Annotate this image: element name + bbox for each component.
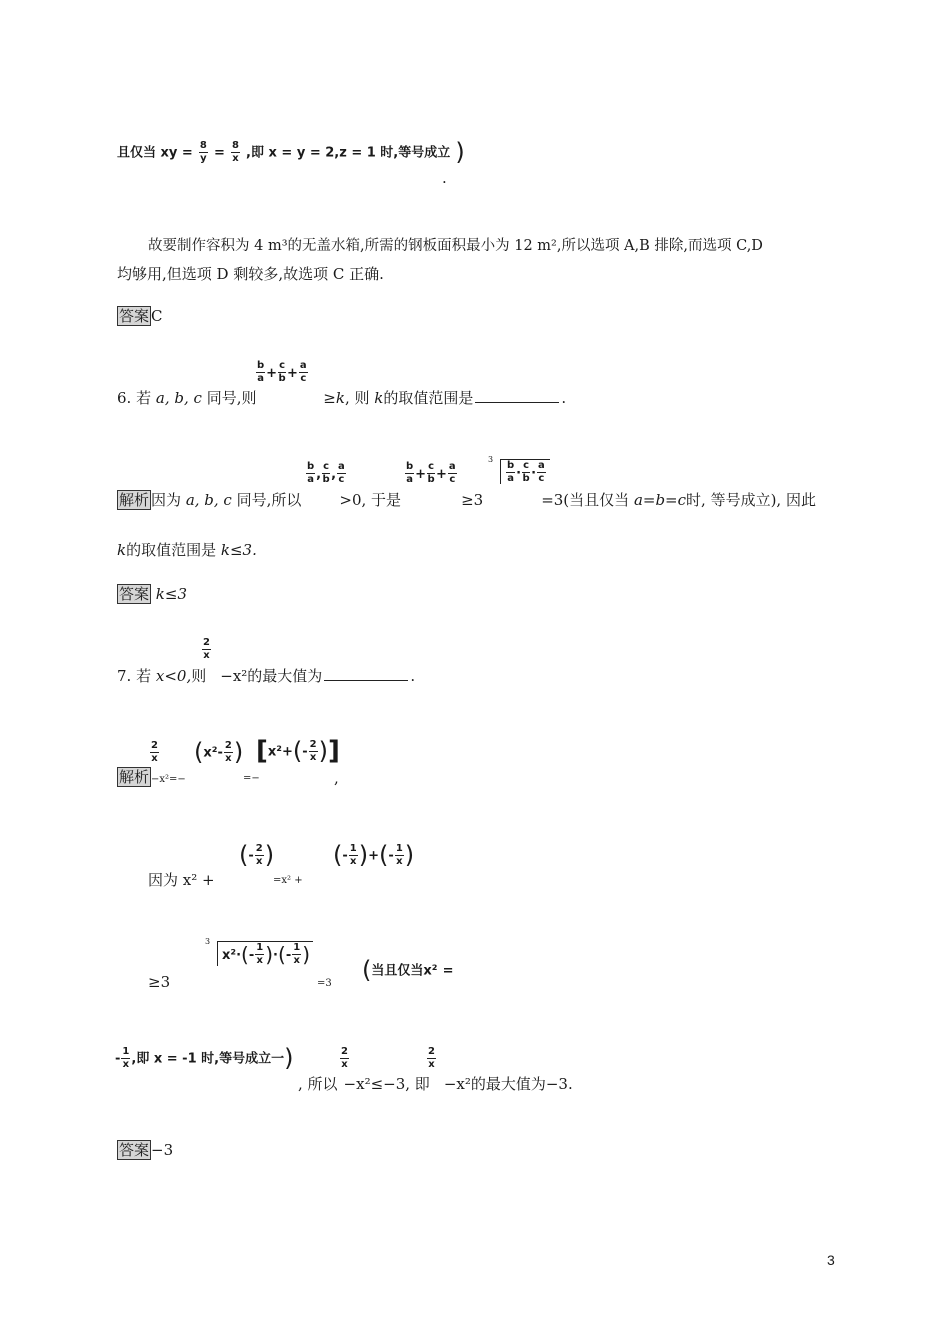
sol7-eq3: =3 <box>317 978 332 989</box>
sol7-text: , 所以 <box>298 1075 338 1093</box>
q6-vars: a, b, c <box>155 389 202 407</box>
solution-7-line-2: 因为 x² + <box>148 871 215 889</box>
left-paren: ( <box>362 956 372 984</box>
q7-text: 的最大值为 <box>247 667 323 685</box>
fraction-2-over-x: $\frac{2}{x}$ <box>428 1046 435 1070</box>
sol7-root <box>205 937 313 967</box>
solution-tag: 解析 <box>119 768 150 786</box>
fraction-c-over-b: $\frac{c}{b}$ <box>427 461 435 485</box>
var-k: k <box>374 389 384 407</box>
sol7-line5 <box>115 1046 293 1070</box>
right-paren: ) <box>284 1044 294 1072</box>
sol7-text: −x²≤−3, 即 <box>343 1075 430 1093</box>
solution-6-line-1 <box>117 490 816 510</box>
right-bracket: ] <box>328 736 340 766</box>
solution-7-line-1 <box>117 767 186 790</box>
question-number: 6. <box>117 389 132 407</box>
sol7-line2-group1 <box>239 843 274 867</box>
answer-tag: 答案 <box>119 1141 150 1159</box>
period: . <box>561 389 567 407</box>
fraction-2-over-x: $\frac{2}{x}$ <box>151 740 158 764</box>
fraction-1-over-x: $\frac{1}{x}$ <box>122 1045 130 1070</box>
answer-value: C <box>151 307 163 325</box>
q6-text: 若 <box>136 389 152 407</box>
answer-5 <box>117 306 163 326</box>
x-squared: x² <box>423 963 438 979</box>
sol6-text: 的取值范围是 <box>126 541 217 559</box>
fraction-1-over-x: $\frac{1}{x}$ <box>349 842 357 867</box>
plus-sign: + <box>281 744 293 760</box>
q6-text: , 则 <box>344 389 370 407</box>
x-squared: x² <box>203 745 218 761</box>
sol6-text: 因为 <box>151 491 182 509</box>
fraction-2-over-x: $\frac{2}{x}$ <box>255 842 263 867</box>
geq-three: ≥3 <box>461 491 484 509</box>
sol6-text: 时, 等号成立), 因此 <box>686 491 816 509</box>
line-equality-condition <box>117 140 465 164</box>
equality-lead: 且仅当 xy = <box>117 145 193 161</box>
sol6-text: 同号,所以 <box>236 491 302 509</box>
sol7-result: −x²的最大值为−3. <box>443 1075 573 1093</box>
minus-sign: - <box>248 848 254 864</box>
fraction-c-over-b: $\frac{c}{b}$ <box>278 360 286 384</box>
q6-text: 同号,则 <box>206 389 257 407</box>
x-squared: x² <box>267 744 282 760</box>
fraction-a-over-c: $\frac{a}{c}$ <box>448 461 456 485</box>
plus-sign: + <box>368 848 380 864</box>
fraction-2-over-x: $\frac{2}{x}$ <box>341 1046 348 1070</box>
plus-sign: + <box>266 366 278 381</box>
q6-text: 的取值范围是 <box>383 389 474 407</box>
answer-tag: 答案 <box>119 307 150 325</box>
conclusion-line-2: 均够用,但选项 D 剩较多,故选项 C 正确. <box>117 265 384 283</box>
cube-root: 3 x²·(- $\frac{1}{x}$ )·(- $\frac{1}{x}$ ) <box>205 941 313 966</box>
equals-sign: = <box>442 963 454 979</box>
q7-text: 则 <box>191 667 207 685</box>
solution-6-line-2 <box>117 540 257 560</box>
sol6-text: >0, 于是 <box>339 491 402 509</box>
right-paren: ) <box>318 737 329 765</box>
sol6-root <box>488 455 550 484</box>
sol7-group2 <box>256 738 340 764</box>
sol7-eq-x2: =x² + <box>273 875 303 886</box>
fraction-a-over-c: $\frac{a}{c}$ <box>538 460 545 484</box>
fraction-2-over-x: $\frac{2}{x}$ <box>224 739 232 764</box>
plus-sign: + <box>415 467 427 482</box>
sol6-text: =3(当且仅当 <box>541 491 630 509</box>
condition-text: 当且仅当 <box>371 963 424 979</box>
q7-fraction <box>201 638 212 661</box>
minus-sign: - <box>217 745 223 761</box>
fraction-b-over-a: $\frac{b}{a}$ <box>307 461 315 485</box>
right-paren: ) <box>358 841 369 869</box>
sol7-eq-minus: =− <box>243 773 260 784</box>
fraction-a-over-c: $\frac{a}{c}$ <box>299 360 307 384</box>
var-k: k <box>335 389 345 407</box>
right-paren: ) <box>233 738 244 766</box>
answer-blank <box>324 679 408 681</box>
question-number: 7. <box>117 667 132 685</box>
sol7-comma: , <box>334 769 339 787</box>
question-6 <box>117 388 566 408</box>
period: . <box>410 667 416 685</box>
sol7-group1 <box>194 740 243 764</box>
plus-sign: + <box>436 467 447 482</box>
sol7-frac-a <box>339 1047 350 1070</box>
fraction-8-over-x: $\frac{8}{x}$ <box>231 139 239 164</box>
minus-sign: - <box>342 848 348 864</box>
right-paren: ) <box>264 841 275 869</box>
fraction-1-over-x: $\frac{1}{x}$ <box>293 942 301 966</box>
fraction-a-over-c: $\frac{a}{c}$ <box>338 461 345 485</box>
left-paren: ( <box>292 737 303 765</box>
plus-sign: + <box>287 366 298 381</box>
var-k: k <box>117 541 127 559</box>
solution-tag: 解析 <box>119 491 150 509</box>
fraction-1-over-x: $\frac{1}{x}$ <box>395 842 403 867</box>
fraction-b-over-a: $\frac{b}{a}$ <box>257 360 265 384</box>
left-paren: ( <box>239 841 249 869</box>
fraction-b-over-a: $\frac{b}{a}$ <box>406 461 414 485</box>
left-paren: ( <box>379 841 389 869</box>
sol6-sum <box>404 462 458 485</box>
fraction-2-over-x: $\frac{2}{x}$ <box>309 738 317 763</box>
sol7-condition <box>362 958 453 982</box>
fraction-c-over-b: $\frac{c}{b}$ <box>522 460 530 484</box>
sol7-frac-b <box>426 1047 437 1070</box>
close-paren: ) <box>455 138 465 166</box>
q6-expression <box>255 361 309 384</box>
minus-sign: - <box>115 1051 121 1067</box>
fraction-1-over-x: $\frac{1}{x}$ <box>256 942 264 966</box>
answer-tag: 答案 <box>119 585 150 603</box>
sol7-frac <box>149 741 160 764</box>
sol6-vars: a, b, c <box>185 491 232 509</box>
comma: , <box>316 467 322 482</box>
solution-7-line-3: ≥3 <box>148 973 171 991</box>
condition-tail: ,即 x = -1 时,等号成立一 <box>131 1051 285 1067</box>
answer-value: k≤3 <box>155 585 187 603</box>
solution-7-line-4 <box>298 1074 573 1094</box>
geq-sign: ≥ <box>323 389 336 407</box>
answer-6 <box>117 584 187 604</box>
answer-blank <box>475 401 559 403</box>
q7-text: 若 <box>136 667 152 685</box>
left-paren: ( <box>333 841 343 869</box>
fraction-8-over-y: $\frac{8}{y}$ <box>199 139 207 164</box>
question-7 <box>117 666 415 686</box>
left-paren: ( <box>194 738 204 766</box>
period-mark: . <box>442 169 447 187</box>
cube-root: 3 $\frac{b}{a}$ · $\frac{c}{b}$ · $\frac{a}{c}$ <box>488 459 550 484</box>
sol7-line2-group2 <box>333 843 414 867</box>
q7-condition: x<0, <box>155 667 192 685</box>
fraction-c-over-b: $\frac{c}{b}$ <box>322 461 330 485</box>
right-paren: ) <box>404 841 415 869</box>
conclusion-line-1: 故要制作容积为 4 m³的无盖水箱,所需的钢板面积最小为 12 m²,所以选项 A,B 排除,而选项 C,D <box>148 238 763 254</box>
page-number: 3 <box>827 1252 835 1268</box>
answer-value: −3 <box>151 1141 174 1159</box>
left-bracket: [ <box>256 736 268 766</box>
minus-sign: - <box>388 848 394 864</box>
equality-tail: ,即 x = y = 2,z = 1 时,等号成立 <box>246 145 451 161</box>
answer-7 <box>117 1140 173 1160</box>
fraction-2-over-x: $\frac{2}{x}$ <box>203 637 210 661</box>
equals-sign: = <box>213 145 225 161</box>
minus-x-squared: −x² <box>220 667 248 685</box>
sol6-result: k≤3. <box>220 541 257 559</box>
sol6-ratios <box>305 462 347 485</box>
sol7-step: −x²=− <box>151 774 186 785</box>
fraction-b-over-a: $\frac{b}{a}$ <box>507 460 515 484</box>
minus-sign: - <box>302 744 308 760</box>
comma: , <box>331 467 337 482</box>
equality-condition: a=b=c <box>633 491 687 509</box>
